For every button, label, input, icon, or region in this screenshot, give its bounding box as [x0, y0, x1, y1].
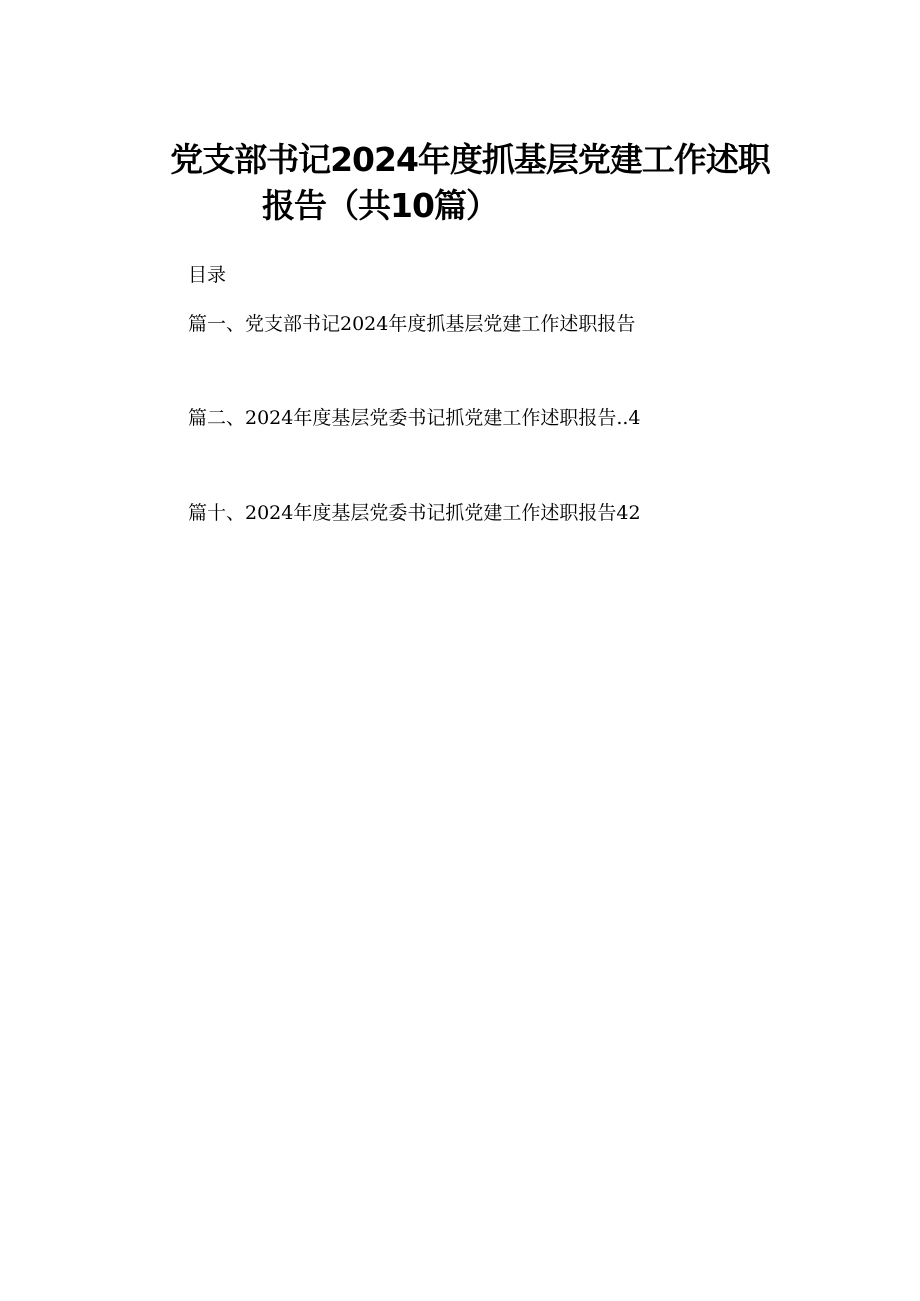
document-title-line-2: 报告（共10篇） — [262, 186, 498, 225]
toc-entry-10[interactable]: 篇十、2024年度基层党委书记抓党建工作述职报告42 — [188, 502, 641, 524]
toc-entry-1[interactable]: 篇一、党支部书记2024年度抓基层党建工作述职报告 — [188, 313, 636, 335]
toc-entry-2[interactable]: 篇二、2024年度基层党委书记抓党建工作述职报告..4 — [188, 407, 641, 429]
document-title-line-1: 党支部书记2024年度抓基层党建工作述职 — [170, 140, 770, 179]
toc-heading: 目录 — [188, 264, 227, 286]
